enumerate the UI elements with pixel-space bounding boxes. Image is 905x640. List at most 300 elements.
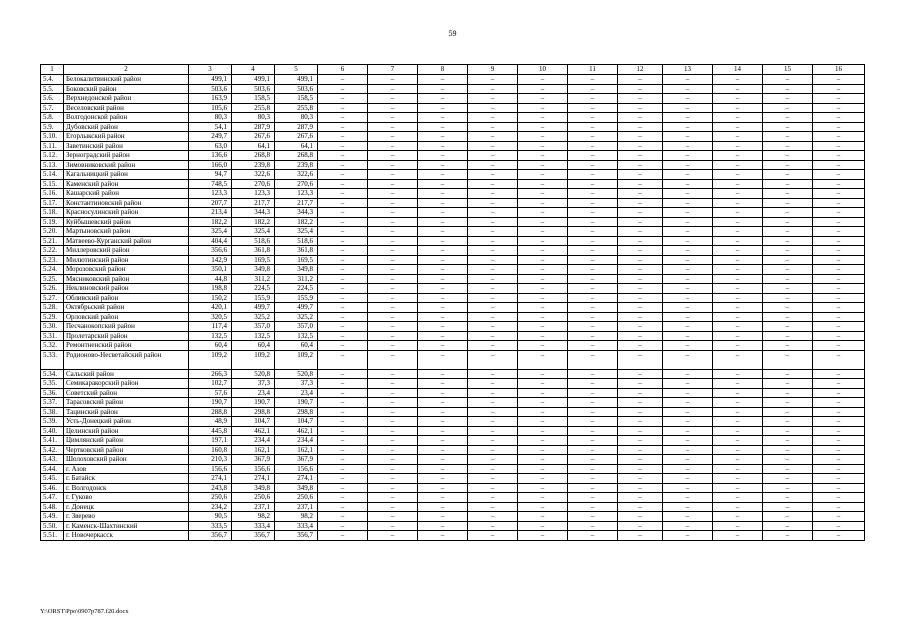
empty-cell-col-13: – xyxy=(663,436,713,446)
empty-cell-col-9: – xyxy=(468,141,518,151)
empty-cell-col-15: – xyxy=(763,189,813,199)
empty-cell-col-13: – xyxy=(663,379,713,389)
empty-cell-col-10: – xyxy=(518,94,568,104)
column-number-2: 2 xyxy=(64,65,189,75)
empty-cell-col-6: – xyxy=(318,217,368,227)
empty-cell-col-6: – xyxy=(318,265,368,275)
column-number-1: 1 xyxy=(41,65,64,75)
empty-cell-col-9: – xyxy=(468,151,518,161)
empty-cell-col-9: – xyxy=(468,103,518,113)
value-col-4: 155,9 xyxy=(232,293,275,303)
empty-cell-col-8: – xyxy=(418,531,468,541)
district-name: Морозовский район xyxy=(64,265,189,275)
empty-cell-col-11: – xyxy=(568,369,618,379)
empty-cell-col-10: – xyxy=(518,113,568,123)
value-col-4: 344,3 xyxy=(232,208,275,218)
empty-cell-col-15: – xyxy=(763,265,813,275)
empty-cell-col-6: – xyxy=(318,103,368,113)
row-number: 5.41. xyxy=(41,436,64,446)
table-row xyxy=(41,94,865,104)
empty-cell-col-16: – xyxy=(813,312,865,322)
empty-cell-col-6: – xyxy=(318,322,368,332)
value-col-4: 98,2 xyxy=(232,512,275,522)
empty-cell-col-14: – xyxy=(713,512,763,522)
value-col-5: 156,6 xyxy=(275,464,318,474)
empty-cell-col-11: – xyxy=(568,122,618,132)
value-col-5: 104,7 xyxy=(275,417,318,427)
value-col-5: 158,5 xyxy=(275,94,318,104)
value-col-5: 499,7 xyxy=(275,303,318,313)
empty-cell-col-8: – xyxy=(418,398,468,408)
empty-cell-col-10: – xyxy=(518,103,568,113)
empty-cell-col-11: – xyxy=(568,236,618,246)
empty-cell-col-12: – xyxy=(618,322,663,332)
row-number: 5.19. xyxy=(41,217,64,227)
empty-cell-col-15: – xyxy=(763,160,813,170)
district-name: Целинский район xyxy=(64,426,189,436)
empty-cell-col-12: – xyxy=(618,293,663,303)
empty-cell-col-13: – xyxy=(663,198,713,208)
column-number-8: 8 xyxy=(418,65,468,75)
empty-cell-col-14: – xyxy=(713,122,763,132)
empty-cell-col-15: – xyxy=(763,94,813,104)
empty-cell-col-14: – xyxy=(713,246,763,256)
empty-cell-col-15: – xyxy=(763,293,813,303)
empty-cell-col-9: – xyxy=(468,426,518,436)
value-col-5: 239,8 xyxy=(275,160,318,170)
empty-cell-col-8: – xyxy=(418,227,468,237)
value-col-3: 420,1 xyxy=(189,303,232,313)
empty-cell-col-12: – xyxy=(618,436,663,446)
empty-cell-col-6: – xyxy=(318,122,368,132)
empty-cell-col-16: – xyxy=(813,170,865,180)
value-col-3: 198,8 xyxy=(189,284,232,294)
table-row xyxy=(41,255,865,265)
empty-cell-col-6: – xyxy=(318,531,368,541)
empty-cell-col-8: – xyxy=(418,170,468,180)
value-col-5: 190,7 xyxy=(275,398,318,408)
empty-cell-col-15: – xyxy=(763,512,813,522)
district-name: Тарасовский район xyxy=(64,398,189,408)
empty-cell-col-13: – xyxy=(663,331,713,341)
district-name: Куйбышевский район xyxy=(64,217,189,227)
empty-cell-col-13: – xyxy=(663,322,713,332)
value-col-4: 349,8 xyxy=(232,265,275,275)
empty-cell-col-8: – xyxy=(418,350,468,369)
empty-cell-col-15: – xyxy=(763,398,813,408)
empty-cell-col-7: – xyxy=(368,493,418,503)
empty-cell-col-8: – xyxy=(418,521,468,531)
empty-cell-col-8: – xyxy=(418,474,468,484)
empty-cell-col-7: – xyxy=(368,141,418,151)
empty-cell-col-15: – xyxy=(763,141,813,151)
empty-cell-col-7: – xyxy=(368,132,418,142)
empty-cell-col-9: – xyxy=(468,512,518,522)
empty-cell-col-10: – xyxy=(518,426,568,436)
district-name: Дубовский район xyxy=(64,122,189,132)
value-col-3: 445,8 xyxy=(189,426,232,436)
empty-cell-col-12: – xyxy=(618,331,663,341)
empty-cell-col-14: – xyxy=(713,179,763,189)
column-number-7: 7 xyxy=(368,65,418,75)
value-col-3: 503,6 xyxy=(189,84,232,94)
district-name: Матвеево-Курганский район xyxy=(64,236,189,246)
empty-cell-col-6: – xyxy=(318,303,368,313)
table-row xyxy=(41,284,865,294)
value-col-5: 462,1 xyxy=(275,426,318,436)
empty-cell-col-14: – xyxy=(713,407,763,417)
value-col-3: 210,3 xyxy=(189,455,232,465)
empty-cell-col-7: – xyxy=(368,455,418,465)
value-col-5: 109,2 xyxy=(275,350,318,369)
empty-cell-col-14: – xyxy=(713,189,763,199)
empty-cell-col-6: – xyxy=(318,170,368,180)
empty-cell-col-9: – xyxy=(468,455,518,465)
row-number: 5.21. xyxy=(41,236,64,246)
empty-cell-col-9: – xyxy=(468,246,518,256)
empty-cell-col-6: – xyxy=(318,369,368,379)
value-col-5: 344,3 xyxy=(275,208,318,218)
empty-cell-col-11: – xyxy=(568,379,618,389)
value-col-3: 156,6 xyxy=(189,464,232,474)
row-number: 5.12. xyxy=(41,151,64,161)
empty-cell-col-16: – xyxy=(813,255,865,265)
empty-cell-col-11: – xyxy=(568,312,618,322)
empty-cell-col-7: – xyxy=(368,464,418,474)
value-col-4: 37,3 xyxy=(232,379,275,389)
empty-cell-col-16: – xyxy=(813,369,865,379)
value-col-4: 333,4 xyxy=(232,521,275,531)
table-row xyxy=(41,407,865,417)
empty-cell-col-8: – xyxy=(418,208,468,218)
empty-cell-col-6: – xyxy=(318,436,368,446)
table-body xyxy=(41,65,865,541)
empty-cell-col-13: – xyxy=(663,369,713,379)
empty-cell-col-6: – xyxy=(318,198,368,208)
value-col-5: 155,9 xyxy=(275,293,318,303)
empty-cell-col-16: – xyxy=(813,436,865,446)
empty-cell-col-13: – xyxy=(663,293,713,303)
value-col-5: 325,4 xyxy=(275,227,318,237)
row-number: 5.34. xyxy=(41,369,64,379)
empty-cell-col-10: – xyxy=(518,464,568,474)
empty-cell-col-14: – xyxy=(713,94,763,104)
empty-cell-col-11: – xyxy=(568,179,618,189)
table-row xyxy=(41,398,865,408)
empty-cell-col-8: – xyxy=(418,122,468,132)
empty-cell-col-9: – xyxy=(468,531,518,541)
value-col-5: 162,1 xyxy=(275,445,318,455)
empty-cell-col-13: – xyxy=(663,122,713,132)
empty-cell-col-15: – xyxy=(763,113,813,123)
row-number: 5.36. xyxy=(41,388,64,398)
empty-cell-col-7: – xyxy=(368,274,418,284)
empty-cell-col-16: – xyxy=(813,398,865,408)
value-col-5: 169,5 xyxy=(275,255,318,265)
empty-cell-col-8: – xyxy=(418,464,468,474)
empty-cell-col-15: – xyxy=(763,75,813,85)
table-row xyxy=(41,445,865,455)
empty-cell-col-10: – xyxy=(518,160,568,170)
value-col-3: 117,4 xyxy=(189,322,232,332)
empty-cell-col-11: – xyxy=(568,284,618,294)
empty-cell-col-10: – xyxy=(518,303,568,313)
district-name: Кашарский район xyxy=(64,189,189,199)
value-col-4: 499,1 xyxy=(232,75,275,85)
empty-cell-col-9: – xyxy=(468,198,518,208)
empty-cell-col-6: – xyxy=(318,474,368,484)
empty-cell-col-16: – xyxy=(813,122,865,132)
empty-cell-col-7: – xyxy=(368,303,418,313)
empty-cell-col-6: – xyxy=(318,208,368,218)
value-col-5: 182,2 xyxy=(275,217,318,227)
empty-cell-col-9: – xyxy=(468,474,518,484)
empty-cell-col-11: – xyxy=(568,198,618,208)
empty-cell-col-6: – xyxy=(318,455,368,465)
empty-cell-col-11: – xyxy=(568,341,618,351)
empty-cell-col-16: – xyxy=(813,84,865,94)
empty-cell-col-12: – xyxy=(618,179,663,189)
empty-cell-col-10: – xyxy=(518,512,568,522)
empty-cell-col-6: – xyxy=(318,293,368,303)
empty-cell-col-11: – xyxy=(568,170,618,180)
empty-cell-col-16: – xyxy=(813,293,865,303)
empty-cell-col-6: – xyxy=(318,331,368,341)
empty-cell-col-9: – xyxy=(468,407,518,417)
empty-cell-col-14: – xyxy=(713,521,763,531)
empty-cell-col-11: – xyxy=(568,483,618,493)
empty-cell-col-11: – xyxy=(568,208,618,218)
value-col-3: 250,6 xyxy=(189,493,232,503)
empty-cell-col-9: – xyxy=(468,122,518,132)
district-name: Каменский район xyxy=(64,179,189,189)
district-name: Красносулинский район xyxy=(64,208,189,218)
row-number: 5.32. xyxy=(41,341,64,351)
value-col-4: 499,7 xyxy=(232,303,275,313)
empty-cell-col-12: – xyxy=(618,388,663,398)
value-col-4: 325,4 xyxy=(232,227,275,237)
value-col-3: 90,5 xyxy=(189,512,232,522)
empty-cell-col-16: – xyxy=(813,322,865,332)
empty-cell-col-12: – xyxy=(618,341,663,351)
empty-cell-col-12: – xyxy=(618,103,663,113)
empty-cell-col-16: – xyxy=(813,464,865,474)
value-col-4: 287,9 xyxy=(232,122,275,132)
district-name: Цимлянский район xyxy=(64,436,189,446)
value-col-5: 357,0 xyxy=(275,322,318,332)
empty-cell-col-16: – xyxy=(813,189,865,199)
empty-cell-col-9: – xyxy=(468,521,518,531)
value-col-3: 142,9 xyxy=(189,255,232,265)
empty-cell-col-9: – xyxy=(468,94,518,104)
empty-cell-col-12: – xyxy=(618,160,663,170)
empty-cell-col-7: – xyxy=(368,398,418,408)
empty-cell-col-14: – xyxy=(713,141,763,151)
row-number: 5.14. xyxy=(41,170,64,180)
value-col-5: 287,9 xyxy=(275,122,318,132)
empty-cell-col-16: – xyxy=(813,512,865,522)
table-row xyxy=(41,341,865,351)
empty-cell-col-12: – xyxy=(618,407,663,417)
empty-cell-col-9: – xyxy=(468,236,518,246)
district-name: Октябрьский район xyxy=(64,303,189,313)
empty-cell-col-14: – xyxy=(713,350,763,369)
empty-cell-col-11: – xyxy=(568,322,618,332)
empty-cell-col-15: – xyxy=(763,493,813,503)
empty-cell-col-9: – xyxy=(468,483,518,493)
empty-cell-col-13: – xyxy=(663,474,713,484)
district-name: Заветинский район xyxy=(64,141,189,151)
value-col-4: 361,8 xyxy=(232,246,275,256)
value-col-3: 249,7 xyxy=(189,132,232,142)
empty-cell-col-11: – xyxy=(568,388,618,398)
empty-cell-col-6: – xyxy=(318,426,368,436)
row-number: 5.20. xyxy=(41,227,64,237)
empty-cell-col-14: – xyxy=(713,398,763,408)
table-row xyxy=(41,189,865,199)
empty-cell-col-10: – xyxy=(518,322,568,332)
empty-cell-col-7: – xyxy=(368,350,418,369)
district-name: г. Зверево xyxy=(64,512,189,522)
value-col-3: 266,3 xyxy=(189,369,232,379)
empty-cell-col-11: – xyxy=(568,151,618,161)
value-col-3: 123,3 xyxy=(189,189,232,199)
empty-cell-col-14: – xyxy=(713,502,763,512)
empty-cell-col-10: – xyxy=(518,341,568,351)
row-number: 5.29. xyxy=(41,312,64,322)
empty-cell-col-6: – xyxy=(318,75,368,85)
value-col-3: 80,3 xyxy=(189,113,232,123)
empty-cell-col-7: – xyxy=(368,322,418,332)
empty-cell-col-11: – xyxy=(568,227,618,237)
empty-cell-col-6: – xyxy=(318,274,368,284)
empty-cell-col-13: – xyxy=(663,407,713,417)
value-col-5: 23,4 xyxy=(275,388,318,398)
district-name: г. Новочеркасск xyxy=(64,531,189,541)
empty-cell-col-7: – xyxy=(368,217,418,227)
empty-cell-col-9: – xyxy=(468,113,518,123)
empty-cell-col-10: – xyxy=(518,379,568,389)
empty-cell-col-7: – xyxy=(368,113,418,123)
empty-cell-col-13: – xyxy=(663,303,713,313)
value-col-3: 748,5 xyxy=(189,179,232,189)
value-col-3: 325,4 xyxy=(189,227,232,237)
empty-cell-col-14: – xyxy=(713,103,763,113)
empty-cell-col-10: – xyxy=(518,236,568,246)
value-col-5: 356,7 xyxy=(275,531,318,541)
empty-cell-col-6: – xyxy=(318,113,368,123)
value-col-4: 237,1 xyxy=(232,502,275,512)
row-number: 5.13. xyxy=(41,160,64,170)
empty-cell-col-9: – xyxy=(468,75,518,85)
empty-cell-col-12: – xyxy=(618,122,663,132)
column-number-5: 5 xyxy=(275,65,318,75)
empty-cell-col-14: – xyxy=(713,531,763,541)
district-name: Зерноградский район xyxy=(64,151,189,161)
empty-cell-col-15: – xyxy=(763,341,813,351)
empty-cell-col-15: – xyxy=(763,407,813,417)
empty-cell-col-12: – xyxy=(618,151,663,161)
district-name: Мясниковский район xyxy=(64,274,189,284)
empty-cell-col-9: – xyxy=(468,398,518,408)
empty-cell-col-10: – xyxy=(518,388,568,398)
value-col-4: 123,3 xyxy=(232,189,275,199)
empty-cell-col-9: – xyxy=(468,436,518,446)
empty-cell-col-10: – xyxy=(518,483,568,493)
empty-cell-col-11: – xyxy=(568,293,618,303)
value-col-3: 166,0 xyxy=(189,160,232,170)
empty-cell-col-12: – xyxy=(618,312,663,322)
empty-cell-col-10: – xyxy=(518,255,568,265)
row-number: 5.47. xyxy=(41,493,64,503)
empty-cell-col-13: – xyxy=(663,502,713,512)
empty-cell-col-8: – xyxy=(418,141,468,151)
empty-cell-col-12: – xyxy=(618,255,663,265)
empty-cell-col-14: – xyxy=(713,75,763,85)
empty-cell-col-12: – xyxy=(618,417,663,427)
row-number: 5.9. xyxy=(41,122,64,132)
empty-cell-col-12: – xyxy=(618,398,663,408)
empty-cell-col-12: – xyxy=(618,132,663,142)
empty-cell-col-12: – xyxy=(618,493,663,503)
empty-cell-col-11: – xyxy=(568,94,618,104)
value-col-4: 298,8 xyxy=(232,407,275,417)
empty-cell-col-7: – xyxy=(368,369,418,379)
empty-cell-col-6: – xyxy=(318,417,368,427)
column-number-row xyxy=(41,65,865,75)
empty-cell-col-13: – xyxy=(663,417,713,427)
empty-cell-col-10: – xyxy=(518,531,568,541)
empty-cell-col-7: – xyxy=(368,445,418,455)
district-name: Кагальницкий район xyxy=(64,170,189,180)
empty-cell-col-10: – xyxy=(518,151,568,161)
empty-cell-col-9: – xyxy=(468,312,518,322)
empty-cell-col-8: – xyxy=(418,84,468,94)
value-col-5: 333,4 xyxy=(275,521,318,531)
table-row xyxy=(41,521,865,531)
empty-cell-col-9: – xyxy=(468,227,518,237)
empty-cell-col-11: – xyxy=(568,303,618,313)
empty-cell-col-11: – xyxy=(568,493,618,503)
column-number-14: 14 xyxy=(713,65,763,75)
empty-cell-col-10: – xyxy=(518,369,568,379)
empty-cell-col-8: – xyxy=(418,246,468,256)
value-col-5: 60,4 xyxy=(275,341,318,351)
row-number: 5.31. xyxy=(41,331,64,341)
table-row xyxy=(41,151,865,161)
empty-cell-col-16: – xyxy=(813,113,865,123)
empty-cell-col-12: – xyxy=(618,284,663,294)
row-number: 5.33. xyxy=(41,350,64,369)
row-number: 5.39. xyxy=(41,417,64,427)
empty-cell-col-8: – xyxy=(418,417,468,427)
table-row xyxy=(41,483,865,493)
district-name: г. Азов xyxy=(64,464,189,474)
empty-cell-col-12: – xyxy=(618,236,663,246)
value-col-4: 356,7 xyxy=(232,531,275,541)
table-row xyxy=(41,312,865,322)
empty-cell-col-10: – xyxy=(518,170,568,180)
empty-cell-col-14: – xyxy=(713,474,763,484)
empty-cell-col-9: – xyxy=(468,170,518,180)
value-col-4: 169,5 xyxy=(232,255,275,265)
empty-cell-col-8: – xyxy=(418,198,468,208)
empty-cell-col-15: – xyxy=(763,284,813,294)
empty-cell-col-9: – xyxy=(468,255,518,265)
empty-cell-col-7: – xyxy=(368,94,418,104)
value-col-3: 356,7 xyxy=(189,531,232,541)
empty-cell-col-13: – xyxy=(663,94,713,104)
